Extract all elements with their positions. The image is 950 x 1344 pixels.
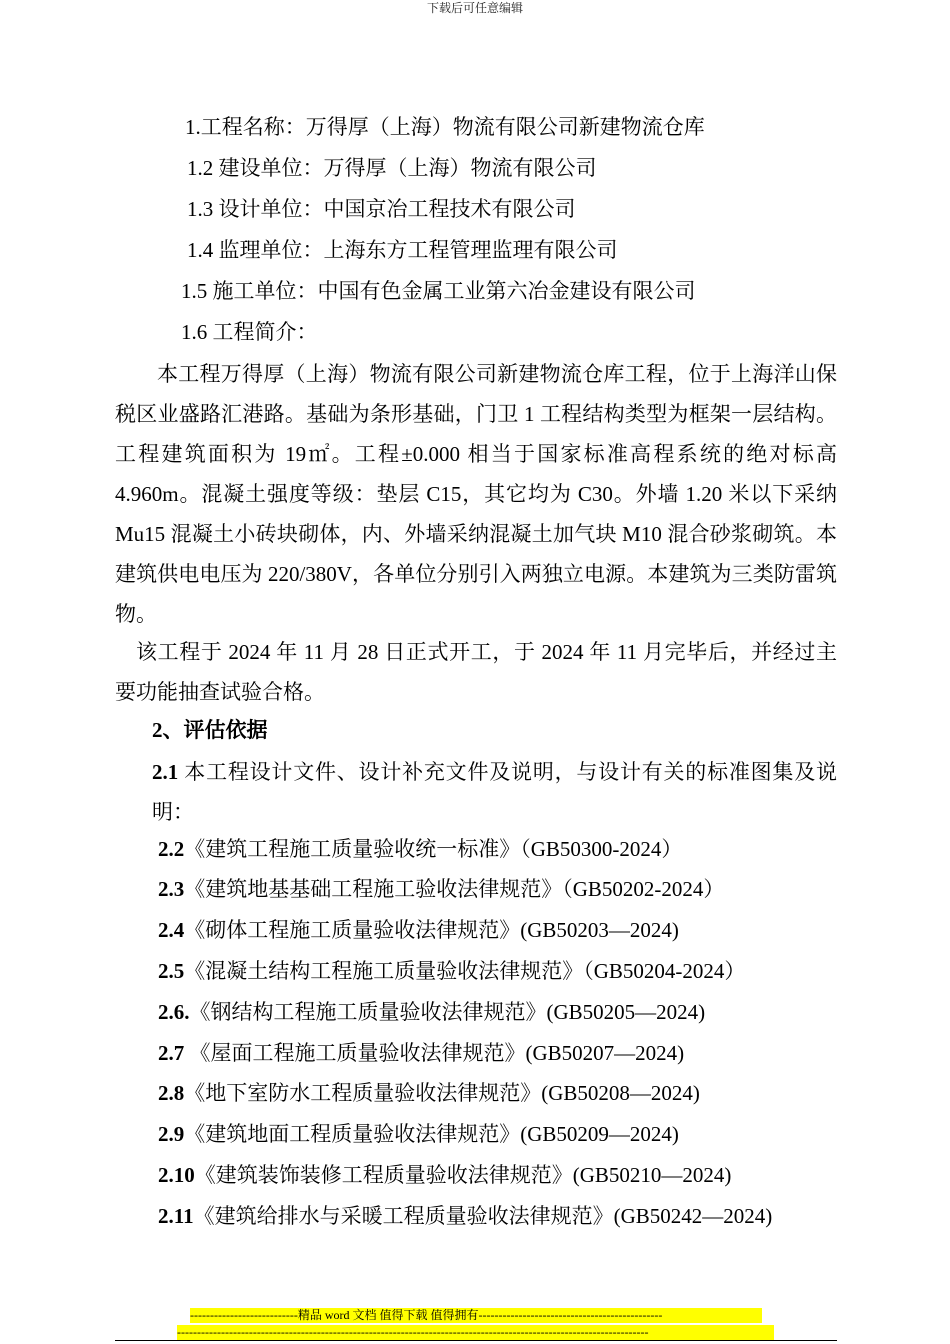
criteria-item-2-11 xyxy=(158,1202,772,1230)
criteria-item-2-4 xyxy=(158,916,679,944)
project-name-line xyxy=(185,113,705,141)
item-number: 2.8 xyxy=(158,1081,185,1105)
footer-rule xyxy=(115,1340,837,1341)
info-label: 1.2 建设单位： xyxy=(187,156,324,180)
designer-line xyxy=(187,195,576,223)
info-label: 1.工程名称： xyxy=(185,115,306,139)
supervisor-line xyxy=(187,236,618,264)
item-text: 《钢结构工程施工质量验收法律规范》(GB50205—2024) xyxy=(189,1000,706,1024)
item-text: 本工程设计文件、设计补充文件及说明，与设计有关的标准图集及说明： xyxy=(152,760,837,824)
item-text: 《建筑给排水与采暖工程质量验收法律规范》(GB50242—2024) xyxy=(193,1204,773,1228)
item-text: 《建筑地面工程质量验收法律规范》(GB50209—2024) xyxy=(184,1122,679,1146)
footer-dash-line: ---------------------------------------------------------------------------------------------------------------------- xyxy=(177,1325,774,1340)
criteria-item-2-5 xyxy=(158,957,745,985)
info-value: 上海东方工程管理监理有限公司 xyxy=(323,238,618,262)
criteria-item-2-1 xyxy=(152,752,837,832)
section-heading: 2、评估依据 xyxy=(152,718,268,742)
item-text: 《地下室防水工程质量验收法律规范》(GB50208—2024) xyxy=(184,1081,700,1105)
criteria-item-2-8 xyxy=(158,1079,700,1107)
item-number: 2.4 xyxy=(158,918,185,942)
criteria-item-2-6 xyxy=(158,998,705,1026)
contractor-line xyxy=(181,277,696,305)
item-number: 2.6. xyxy=(158,1000,190,1024)
client-line xyxy=(187,154,597,182)
criteria-item-2-9 xyxy=(158,1120,679,1148)
criteria-item-2-2 xyxy=(158,835,682,863)
criteria-item-2-3 xyxy=(158,875,724,903)
info-value: 万得厚（上海）物流有限公司 xyxy=(323,156,597,180)
item-number: 2.7 xyxy=(158,1041,185,1065)
criteria-item-2-10 xyxy=(158,1161,731,1189)
info-label: 1.3 设计单位： xyxy=(187,197,324,221)
intro-paragraph: 本工程万得厚（上海）物流有限公司新建物流仓库工程，位于上海洋山保税区业盛路汇港路。基础为条形基础，门卫 1 工程结构类型为框架一层结构。工程建筑面积为 19㎡。工程±0.000 相当于国家标准高程系统的绝对标高 4.960m。混凝土强度等级：垫层 C15，其它均为 C30。外墙 1.20 米以下采纳 Mu15 混凝土小砖块砌体，内、外墙采纳混凝土加气块 M10 混合砂浆砌筑。本建筑供电电压为 220/380V，各单位分别引入两独立电源。本建筑为三类防雷筑物。 xyxy=(115,362,837,626)
schedule-paragraph: 该工程于 2024 年 11 月 28 日正式开工，于 2024 年 11 月完毕后，并经过主要功能抽查试验合格。 xyxy=(115,640,837,704)
item-text: 《建筑工程施工质量验收统一标准》（GB50300-2024） xyxy=(184,837,683,861)
item-text: 《混凝土结构工程施工质量验收法律规范》（GB50204-2024） xyxy=(184,959,746,983)
item-number: 2.11 xyxy=(158,1204,194,1228)
item-text: 《建筑地基基础工程施工验收法律规范》（GB50202-2024） xyxy=(184,877,725,901)
item-number: 2.10 xyxy=(158,1163,195,1187)
item-number: 2.1 xyxy=(152,760,179,784)
footer-banner-line: ---------------------------精品 word 文档 值得下载 值得拥有---------------------------------------------- xyxy=(190,1308,762,1323)
info-label: 1.6 工程简介： xyxy=(181,320,318,344)
info-label: 1.5 施工单位： xyxy=(181,279,318,303)
item-number: 2.3 xyxy=(158,877,185,901)
item-text: 《砌体工程施工质量验收法律规范》(GB50203—2024) xyxy=(184,918,679,942)
criteria-item-2-7 xyxy=(158,1039,684,1067)
item-number: 2.5 xyxy=(158,959,185,983)
item-number: 2.2 xyxy=(158,837,185,861)
item-number: 2.9 xyxy=(158,1122,185,1146)
info-value: 万得厚（上海）物流有限公司新建物流仓库 xyxy=(305,115,705,139)
info-label: 1.4 监理单位： xyxy=(187,238,324,262)
info-value: 中国有色金属工业第六冶金建设有限公司 xyxy=(317,279,696,303)
page-header: 下载后可任意编辑 xyxy=(426,1,523,15)
overview-line xyxy=(181,318,318,346)
item-text: 《建筑装饰装修工程质量验收法律规范》(GB50210—2024) xyxy=(194,1163,732,1187)
info-value: 中国京冶工程技术有限公司 xyxy=(323,197,576,221)
item-text: 《屋面工程施工质量验收法律规范》(GB50207—2024) xyxy=(184,1041,685,1065)
